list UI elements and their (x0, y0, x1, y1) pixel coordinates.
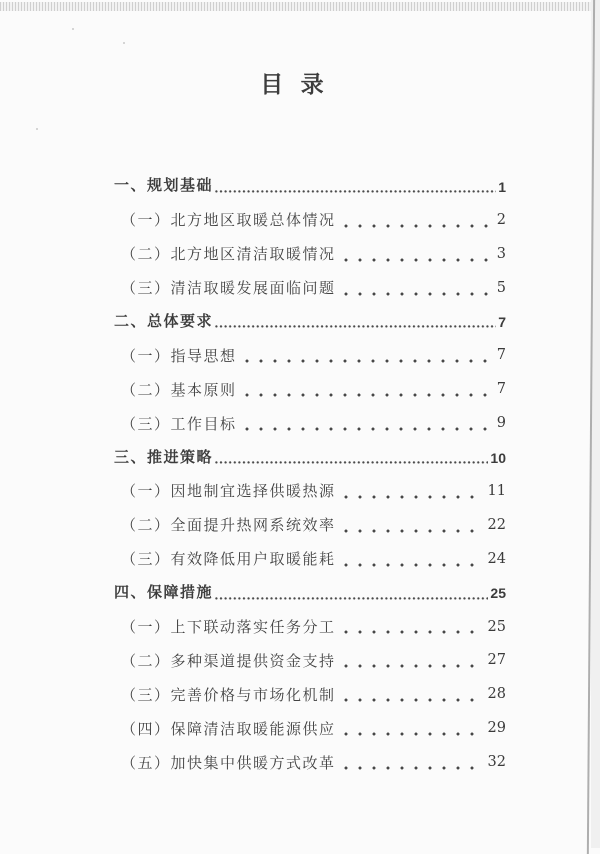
toc-row (114, 338, 506, 372)
toc-row (114, 677, 506, 711)
document-title: 目 录 (260, 71, 326, 97)
toc-dot-leader (344, 630, 481, 634)
toc-page-number: 11 (487, 482, 506, 499)
toc-dot-leader (344, 292, 490, 296)
toc-row (114, 440, 506, 474)
toc-row (114, 237, 506, 271)
toc-row (114, 508, 506, 542)
paper-speck (72, 28, 74, 30)
toc-entry-label: （五）加快集中供暖方式改革 (121, 753, 336, 772)
toc-page-number: 3 (496, 245, 506, 262)
toc-row (114, 610, 506, 644)
toc-page-number: 28 (487, 686, 506, 703)
toc-dot-leader (215, 597, 488, 600)
toc-dot-leader (344, 529, 481, 533)
toc-page-number: 24 (487, 550, 506, 567)
paper-speck (36, 128, 38, 130)
toc-page-number: 5 (496, 279, 506, 296)
toc-page-number: 7 (498, 314, 506, 331)
toc-entry-label: （一）上下联动落实任务分工 (121, 617, 336, 636)
toc-page-number: 25 (487, 618, 506, 635)
toc-row (114, 711, 506, 745)
toc-row (114, 576, 506, 610)
toc-page-number: 22 (487, 516, 506, 533)
toc-dot-leader (215, 190, 496, 193)
toc-entry-label: 一、规划基础 (114, 177, 214, 195)
toc-dot-leader (215, 325, 496, 328)
toc-entry-label: （三）有效降低用户取暖能耗 (121, 550, 336, 569)
toc-row (114, 372, 506, 406)
toc-dot-leader (245, 359, 490, 363)
toc-dot-leader (245, 393, 490, 397)
toc-row (114, 271, 506, 305)
toc-dot-leader (344, 664, 481, 668)
toc-entry-label: 三、推进策略 (114, 448, 214, 466)
toc-dot-leader (344, 495, 481, 499)
toc-row (114, 169, 506, 203)
toc-page-number: 32 (487, 754, 506, 771)
toc-entry-label: （二）多种渠道提供资金支持 (121, 651, 336, 670)
toc-entry-label: （二）北方地区清洁取暖情况 (121, 245, 336, 264)
toc-entry-label: 四、保障措施 (114, 584, 214, 602)
toc-dot-leader (344, 698, 481, 702)
toc-page-number: 10 (490, 449, 506, 466)
paper-speck (123, 42, 125, 44)
toc-row (114, 305, 506, 339)
toc-entry-label: （一）因地制宜选择供暖热源 (121, 482, 336, 501)
toc-page-number: 29 (487, 720, 506, 737)
toc-row (114, 474, 506, 508)
toc-entry-label: （三）工作目标 (121, 414, 237, 433)
toc-dot-leader (344, 224, 490, 228)
toc-entry-label: （四）保障清洁取暖能源供应 (121, 719, 336, 738)
toc-page-number: 25 (490, 585, 506, 602)
toc-page-number: 7 (496, 381, 506, 398)
toc-row (114, 542, 506, 576)
toc-row (114, 406, 506, 440)
toc-dot-leader (344, 258, 490, 262)
toc-dot-leader (344, 732, 481, 736)
toc-entry-label: （三）完善价格与市场化机制 (121, 685, 336, 704)
toc-entry-label: （一）指导思想 (121, 346, 237, 365)
toc-page-number: 9 (496, 415, 506, 432)
toc-entry-label: （三）清洁取暖发展面临问题 (121, 279, 336, 298)
toc-dot-leader (344, 563, 481, 567)
toc-row (114, 643, 506, 677)
toc-page-number: 1 (498, 178, 506, 195)
toc-dot-leader (245, 427, 490, 431)
toc-entry-label: 二、总体要求 (114, 312, 214, 330)
toc-page-number: 27 (487, 652, 506, 669)
toc-entry-label: （二）全面提升热网系统效率 (121, 516, 336, 535)
toc-row (114, 745, 506, 779)
toc-dot-leader (344, 766, 481, 770)
toc-row (114, 203, 506, 237)
toc-page-number: 7 (496, 347, 506, 364)
scan-artifact-top-band (0, 2, 600, 11)
toc-entry-label: （二）基本原则 (121, 380, 237, 399)
toc-dot-leader (215, 461, 488, 464)
toc-entry-label: （一）北方地区取暖总体情况 (121, 211, 336, 230)
toc-page-number: 2 (496, 211, 506, 228)
toc-list (114, 169, 506, 779)
